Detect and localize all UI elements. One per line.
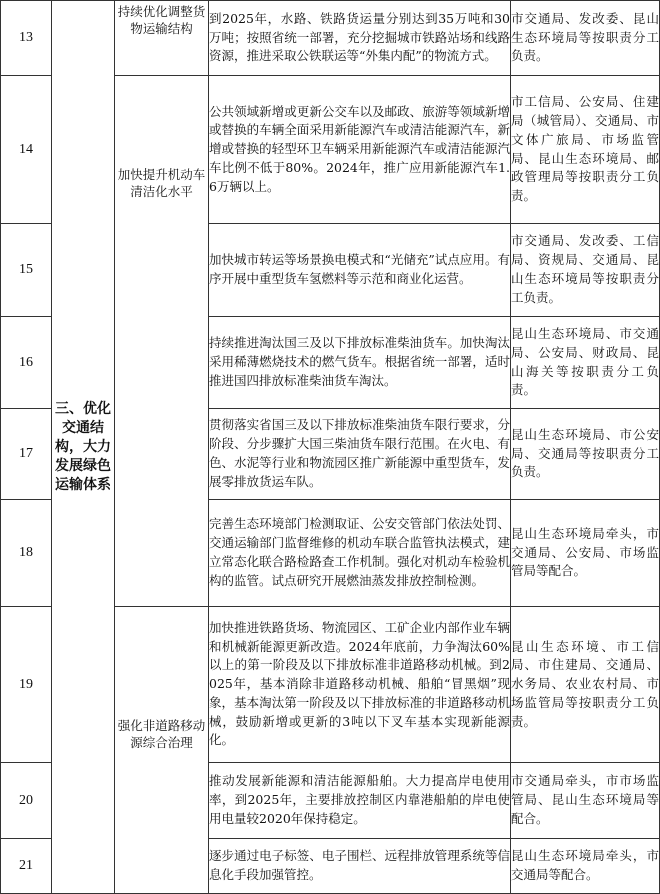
responsible-departments: 市交通局、发改委、昆山生态环境局等按职责分工负责。 [511,1,660,76]
subcategory-motor-vehicle: 加快提升机动车清洁化水平 [115,76,209,607]
responsible-departments: 昆山生态环境局、市交通局、公安局、财政局、昆山海关等按职责分工负责。 [511,317,660,409]
section-title: 三、优化交通结构，大力发展绿色运输体系 [52,1,115,894]
row-number: 21 [1,839,52,894]
row-number: 16 [1,317,52,409]
measure-content: 完善生态环境部门检测取证、公安交管部门依法处罚、交通运输部门监督维修的机动车联合监管执法模式，建立常态化联合路检路查工作机制。强化对机动车检验机构的监管。试点研究开展燃油蒸发排放控制检测。 [209,500,511,607]
subcategory-freight: 持续优化调整货物运输结构 [115,1,209,76]
responsible-departments: 昆山生态环境局牵头，市交通局等配合。 [511,839,660,894]
measure-content: 推动发展新能源和清洁能源船舶。大力提高岸电使用率，到2025年，主要排放控制区内靠港船舶的岸电使用电量较2020年保持稳定。 [209,763,511,839]
row-number: 15 [1,224,52,317]
measure-content: 逐步通过电子标签、电子围栏、远程排放管理系统等信息化手段加强管控。 [209,839,511,894]
responsible-departments: 市工信局、公安局、住建局（城管局）、交通局、市文体广旅局、市场监管局、昆山生态环境局、邮政管理局等按职责分工负责。 [511,76,660,224]
measure-content: 加快推进铁路货场、物流园区、工矿企业内部作业车辆和机械新能源更新改造。2024年底前，力争淘汰60%以上的第一阶段及以下排放标准非道路移动机械。到2025年，基本消除非道路移动机械、船舶“冒黑烟”现象，基本淘汰第一阶段及以下排放标准的非道路移动机械，鼓励新增或更新的3吨以下叉车基本实现新能源化。 [209,607,511,763]
measure-content: 持续推进淘汰国三及以下排放标准柴油货车。加快淘汰采用稀薄燃烧技术的燃气货车。根据省统一部署，适时推进国四排放标准柴油货车淘汰。 [209,317,511,409]
subcategory-non-road: 强化非道路移动源综合治理 [115,607,209,894]
measure-content: 到2025年，水路、铁路货运量分别达到35万吨和30万吨；按照省统一部署，充分挖掘城市铁路站场和线路资源，推进采取公铁联运等“外集内配”的物流方式。 [209,1,511,76]
measure-content: 公共领域新增或更新公交车以及邮政、旅游等领域新增或替换的车辆全面采用新能源汽车或清洁能源汽车，新增或替换的轻型环卫车辆采用新能源汽车或清洁能源汽车比例不低于80%。2024年，推广应用新能源汽车1.6万辆以上。 [209,76,511,224]
table-row [1,1,660,76]
row-number: 18 [1,500,52,607]
responsible-departments: 市交通局牵头，市市场监管局、昆山生态环境局等配合。 [511,763,660,839]
responsible-departments: 昆山生态环境局、市公安局、交通局等按职责分工负责。 [511,409,660,500]
measure-content: 加快城市转运等场景换电模式和“光储充”试点应用。有序开展中重型货车氢燃料等示范和商业化运营。 [209,224,511,317]
row-number: 19 [1,607,52,763]
measure-content: 贯彻落实省国三及以下排放标准柴油货车限行要求，分阶段、分步骤扩大国三柴油货车限行范围。在火电、有色、水泥等行业和物流园区推广新能源中重型货车，发展零排放货运车队。 [209,409,511,500]
responsible-departments: 昆山生态环境局牵头，市交通局、公安局、市场监管局等配合。 [511,500,660,607]
responsible-departments: 市交通局、发改委、工信局、资规局、交通局、昆山生态环境局等按职责分工负责。 [511,224,660,317]
row-number: 20 [1,763,52,839]
row-number: 14 [1,76,52,224]
responsible-departments: 昆山生态环境、市工信局、市住建局、交通局、水务局、农业农村局、市场监管局等按职责分工负责。 [511,607,660,763]
row-number: 17 [1,409,52,500]
row-number: 13 [1,1,52,76]
